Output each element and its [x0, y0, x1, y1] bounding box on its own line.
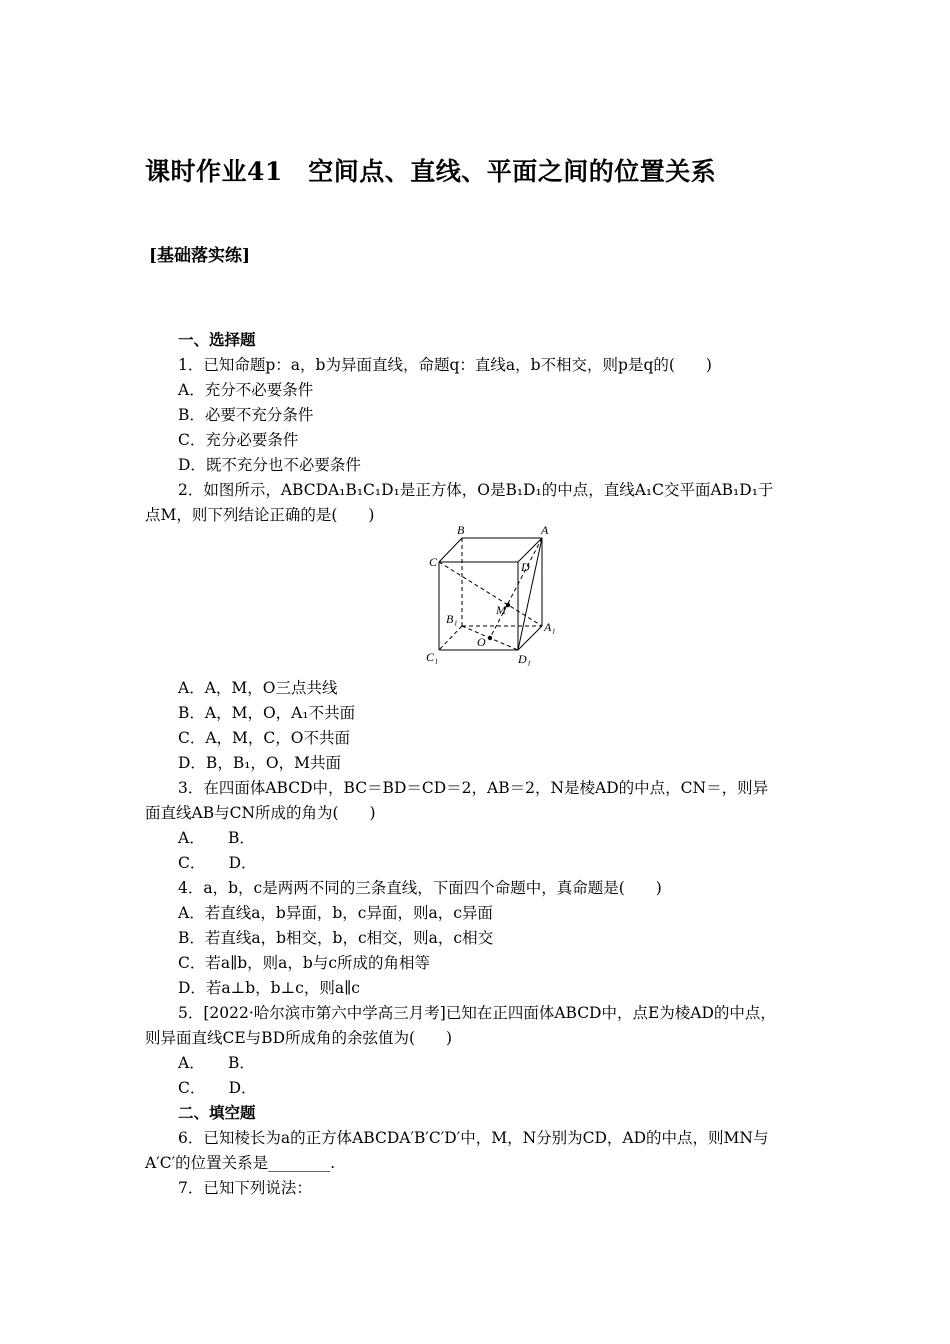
question-6-cont: A′C′的位置关系是________. — [145, 1154, 336, 1172]
q4-option-c: C．若a∥b，则a，b与c所成的角相等 — [178, 954, 431, 972]
label-b: B — [457, 523, 465, 537]
cube-figure — [420, 522, 570, 668]
label-d: D — [521, 560, 530, 574]
section-heading-fill: 二、填空题 — [178, 1103, 256, 1122]
q1-option-d: D．既不充分也不必要条件 — [178, 456, 361, 474]
question-5-cont: 则异面直线CE与BD所成角的余弦值为( ) — [145, 1029, 453, 1047]
question-5: 5．[2022·哈尔滨市第六中学高三月考]已知在正四面体ABCD中，点E为棱AD的中点， — [178, 1004, 776, 1022]
question-4: 4．a，b，c是两两不同的三条直线，下面四个命题中，真命题是( ) — [178, 879, 662, 897]
label-d1: D₁ — [518, 652, 531, 666]
section-subtitle: [基础落实练] — [149, 246, 251, 266]
q1-option-a: A．充分不必要条件 — [178, 381, 314, 399]
label-m: M — [496, 603, 506, 617]
q5-options-ab: A． B． — [178, 1054, 255, 1072]
q3-options-ab: A． B． — [178, 829, 255, 847]
page-title: 课时作业41 空间点、直线、平面之间的位置关系 — [145, 157, 717, 186]
q2-option-b: B．A，M，O，A₁不共面 — [178, 704, 356, 722]
section-heading-choice: 一、选择题 — [178, 330, 256, 349]
label-a: A — [541, 523, 549, 537]
question-6: 6．已知棱长为a的正方体ABCDA′B′C′D′中，M，N分别为CD，AD的中点，则MN与 — [178, 1129, 769, 1147]
label-o: O — [477, 635, 486, 649]
question-1: 1．已知命题p：a，b为异面直线，命题q：直线a，b不相交，则p是q的( ) — [178, 356, 712, 374]
point-o — [488, 636, 492, 640]
label-a1: A₁ — [544, 620, 556, 634]
q4-option-b: B．若直线a，b相交，b，c相交，则a，c相交 — [178, 929, 494, 947]
q1-option-c: C．充分必要条件 — [178, 431, 299, 449]
q5-options-cd: C． D． — [178, 1079, 257, 1097]
q4-option-a: A．若直线a，b异面，b，c异面，则a，c异面 — [178, 904, 493, 922]
question-3-cont: 面直线AB与CN所成的角为( ) — [145, 804, 376, 822]
question-3: 3．在四面体ABCD中，BC＝BD＝CD＝2，AB＝2，N是棱AD的中点，CN＝，则异 — [178, 779, 769, 797]
label-c: C — [429, 555, 438, 569]
question-2: 2．如图所示，ABCDA₁B₁C₁D₁是正方体，O是B₁D₁的中点，直线A₁C交平面AB₁D₁于 — [178, 481, 774, 499]
point-m — [506, 603, 510, 607]
q3-options-cd: C． D． — [178, 854, 257, 872]
question-2-cont: 点M，则下列结论正确的是( ) — [145, 506, 375, 524]
question-7: 7．已知下列说法： — [178, 1179, 312, 1197]
q1-option-b: B．必要不充分条件 — [178, 406, 314, 424]
q2-option-a: A．A，M，O三点共线 — [178, 679, 338, 697]
label-b1: B₁ — [446, 612, 458, 626]
q4-option-d: D．若a⊥b，b⊥c，则a∥c — [178, 979, 360, 997]
q2-option-d: D．B，B₁，O，M共面 — [178, 754, 342, 772]
label-c1: C₁ — [426, 650, 439, 664]
q2-option-c: C．A，M，C，O不共面 — [178, 729, 350, 747]
